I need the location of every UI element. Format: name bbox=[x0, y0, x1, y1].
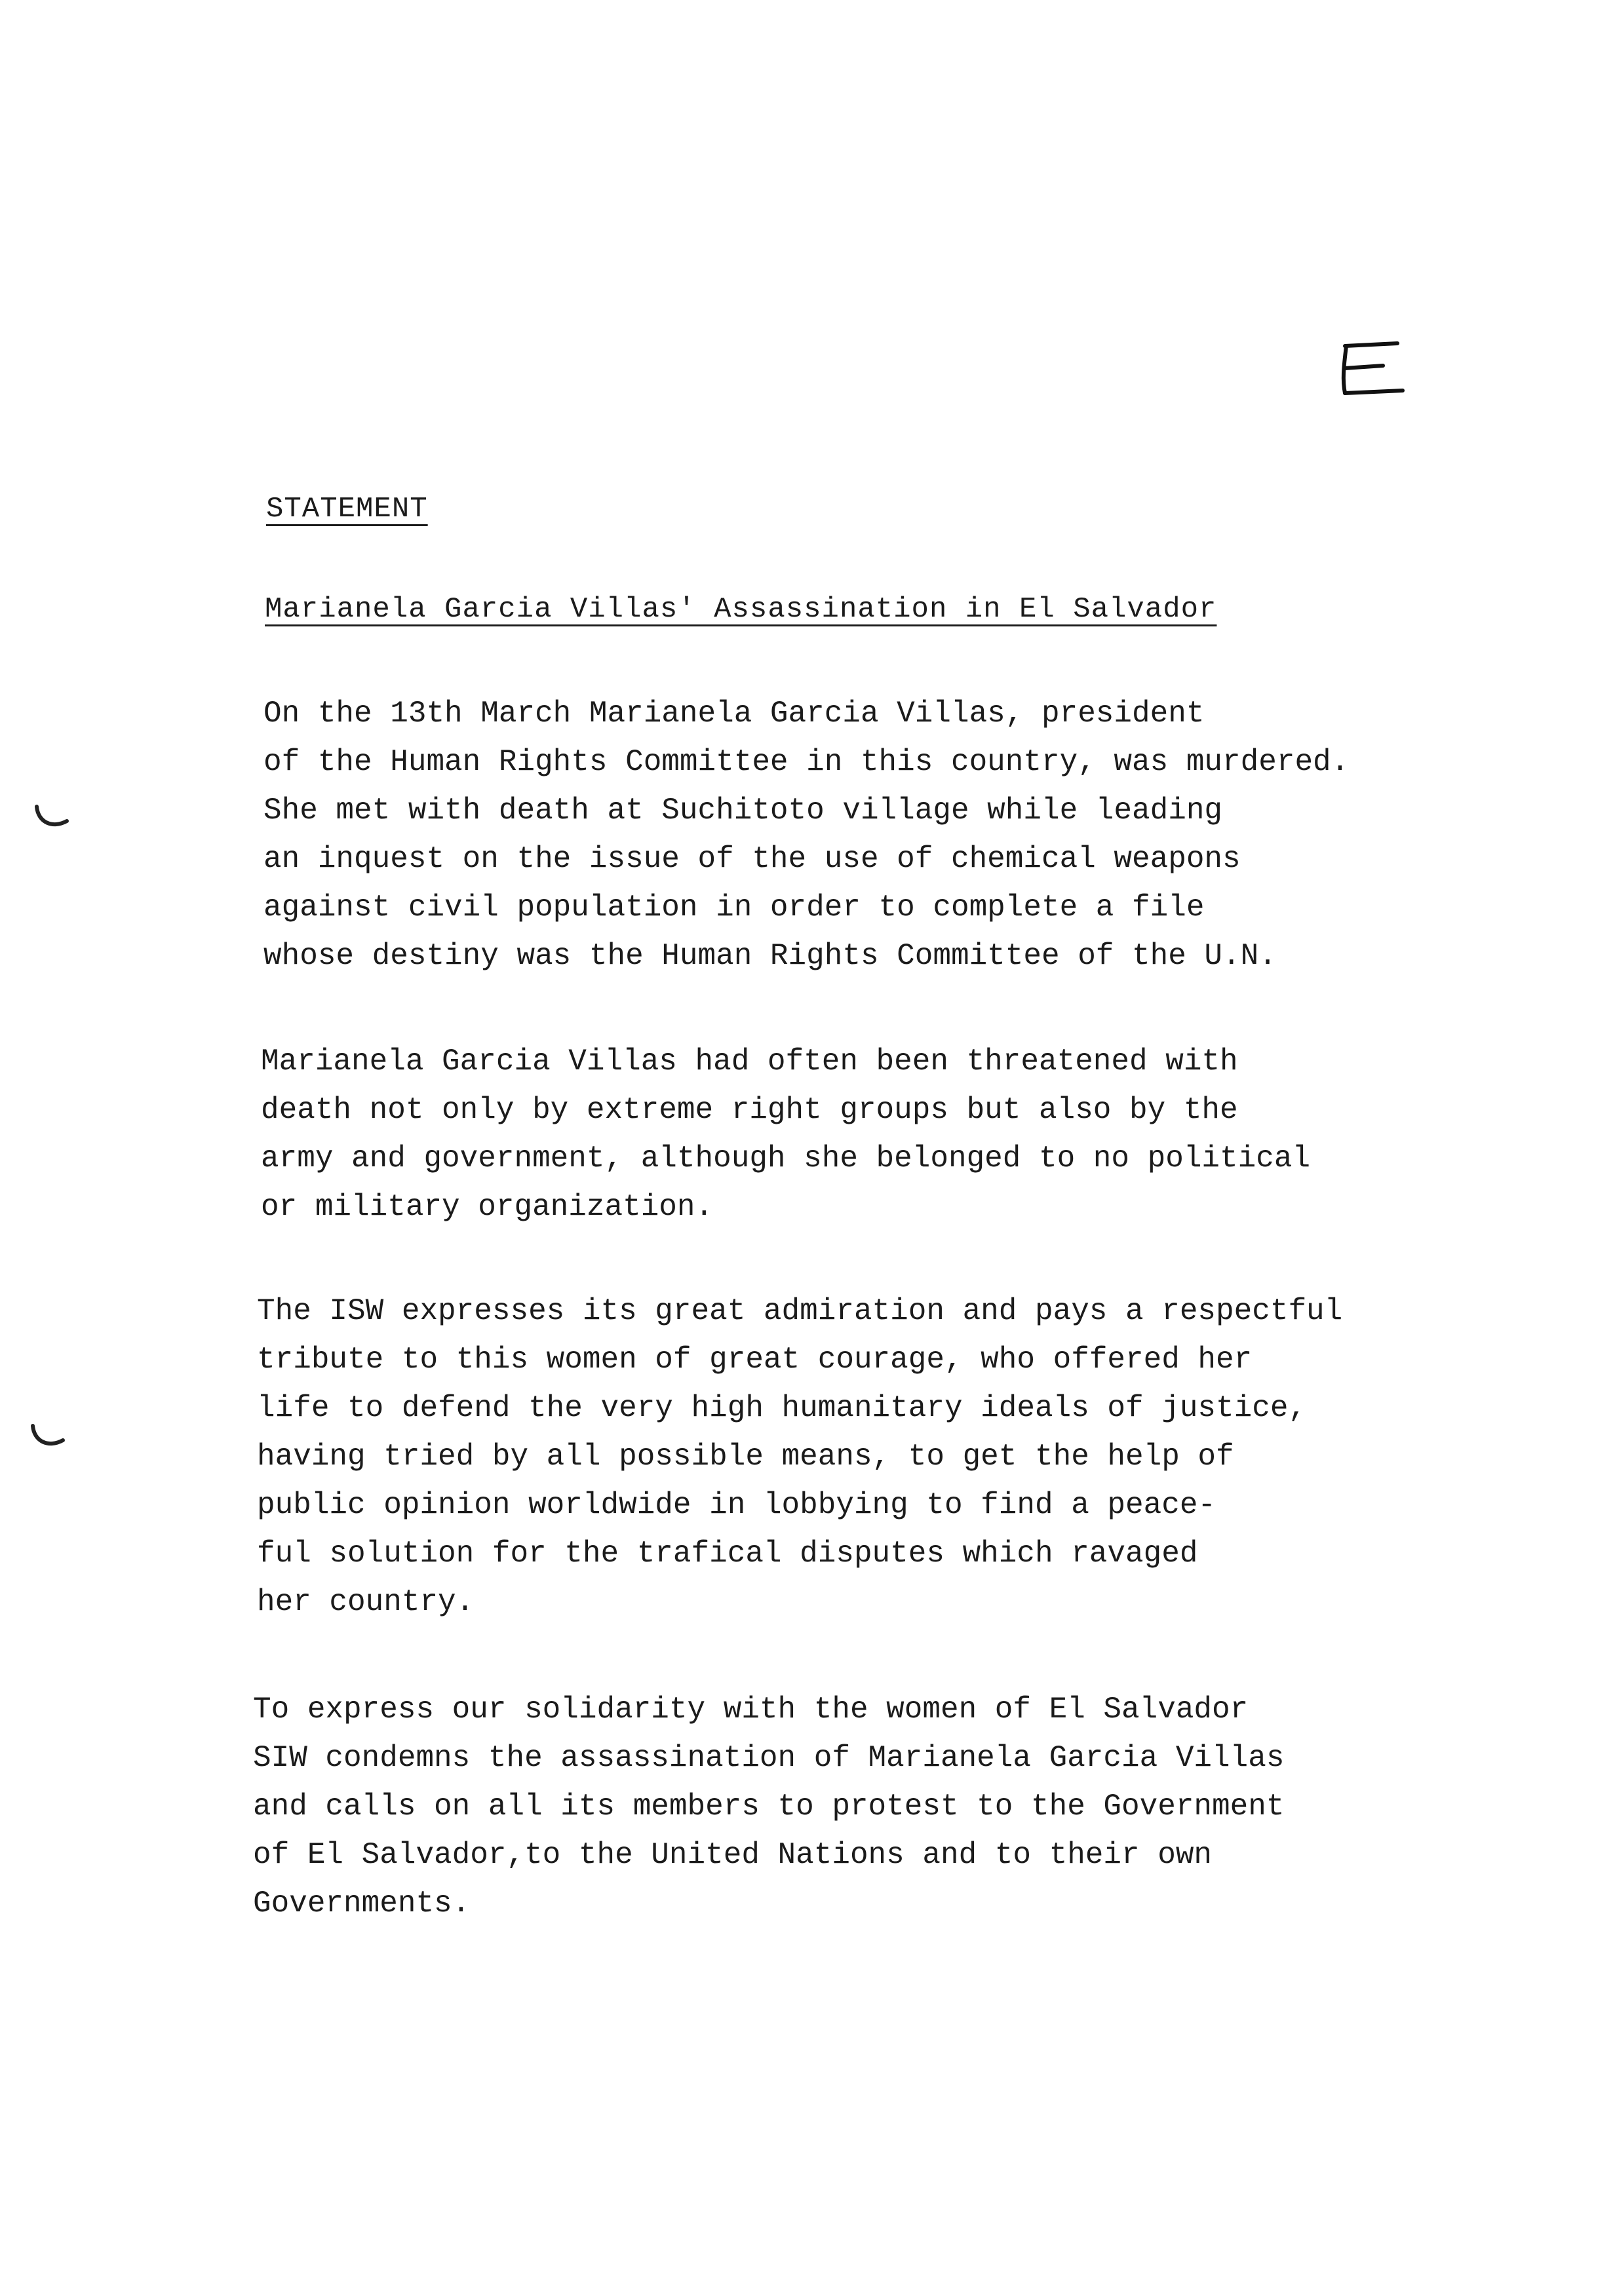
paragraph-line: On the 13th March Marianela Garcia Villas, president bbox=[263, 697, 1205, 731]
punch-hole-mark bbox=[29, 1422, 67, 1451]
paragraph-line: ful solution for the trafical disputes which ravaged bbox=[257, 1537, 1198, 1571]
paragraph-line: life to defend the very high humanitary ideals of justice, bbox=[257, 1391, 1307, 1425]
punch-hole-mark bbox=[33, 803, 71, 832]
paragraph-1 bbox=[263, 689, 1349, 980]
paragraph-line: SIW condemns the assassination of Marianela Garcia Villas bbox=[253, 1741, 1285, 1775]
paragraph-line: army and government, although she belonged to no political bbox=[261, 1141, 1311, 1176]
paragraph-line: tribute to this women of great courage, who offered her bbox=[257, 1343, 1253, 1377]
paragraph-line: death not only by extreme right groups but also by the bbox=[261, 1093, 1238, 1127]
paragraph-2 bbox=[261, 1037, 1310, 1231]
paragraph-line: whose destiny was the Human Rights Committee of the U.N. bbox=[263, 939, 1277, 973]
paragraph-line: Marianela Garcia Villas had often been threatened with bbox=[261, 1044, 1238, 1079]
paragraph-line: her country. bbox=[257, 1585, 475, 1619]
paragraph-line: or military organization. bbox=[261, 1190, 714, 1224]
paragraph-3 bbox=[257, 1287, 1342, 1626]
paragraph-line: The ISW expresses its great admiration and pays a respectful bbox=[257, 1294, 1343, 1328]
paragraph-4 bbox=[253, 1685, 1284, 1928]
paragraph-line: an inquest on the issue of the use of chemical weapons bbox=[263, 842, 1241, 876]
paragraph-line: of El Salvador,to the United Nations and to their own bbox=[253, 1838, 1213, 1872]
handwritten-e-mark bbox=[1337, 341, 1409, 400]
paragraph-line: against civil population in order to complete a file bbox=[263, 890, 1205, 925]
paragraph-line: She met with death at Suchitoto village while leading bbox=[263, 794, 1223, 828]
document-title: Marianela Garcia Villas' Assassination in El Salvador bbox=[265, 593, 1217, 626]
paragraph-line: of the Human Rights Committee in this country, was murdered. bbox=[263, 745, 1350, 779]
paragraph-line: Governments. bbox=[253, 1886, 471, 1921]
statement-heading: STATEMENT bbox=[266, 493, 428, 526]
paragraph-line: and calls on all its members to protest to the Government bbox=[253, 1789, 1285, 1824]
paragraph-line: public opinion worldwide in lobbying to find a peace- bbox=[257, 1488, 1216, 1522]
paragraph-line: To express our solidarity with the women of El Salvador bbox=[253, 1693, 1249, 1727]
paragraph-line: having tried by all possible means, to get the help of bbox=[257, 1440, 1234, 1474]
